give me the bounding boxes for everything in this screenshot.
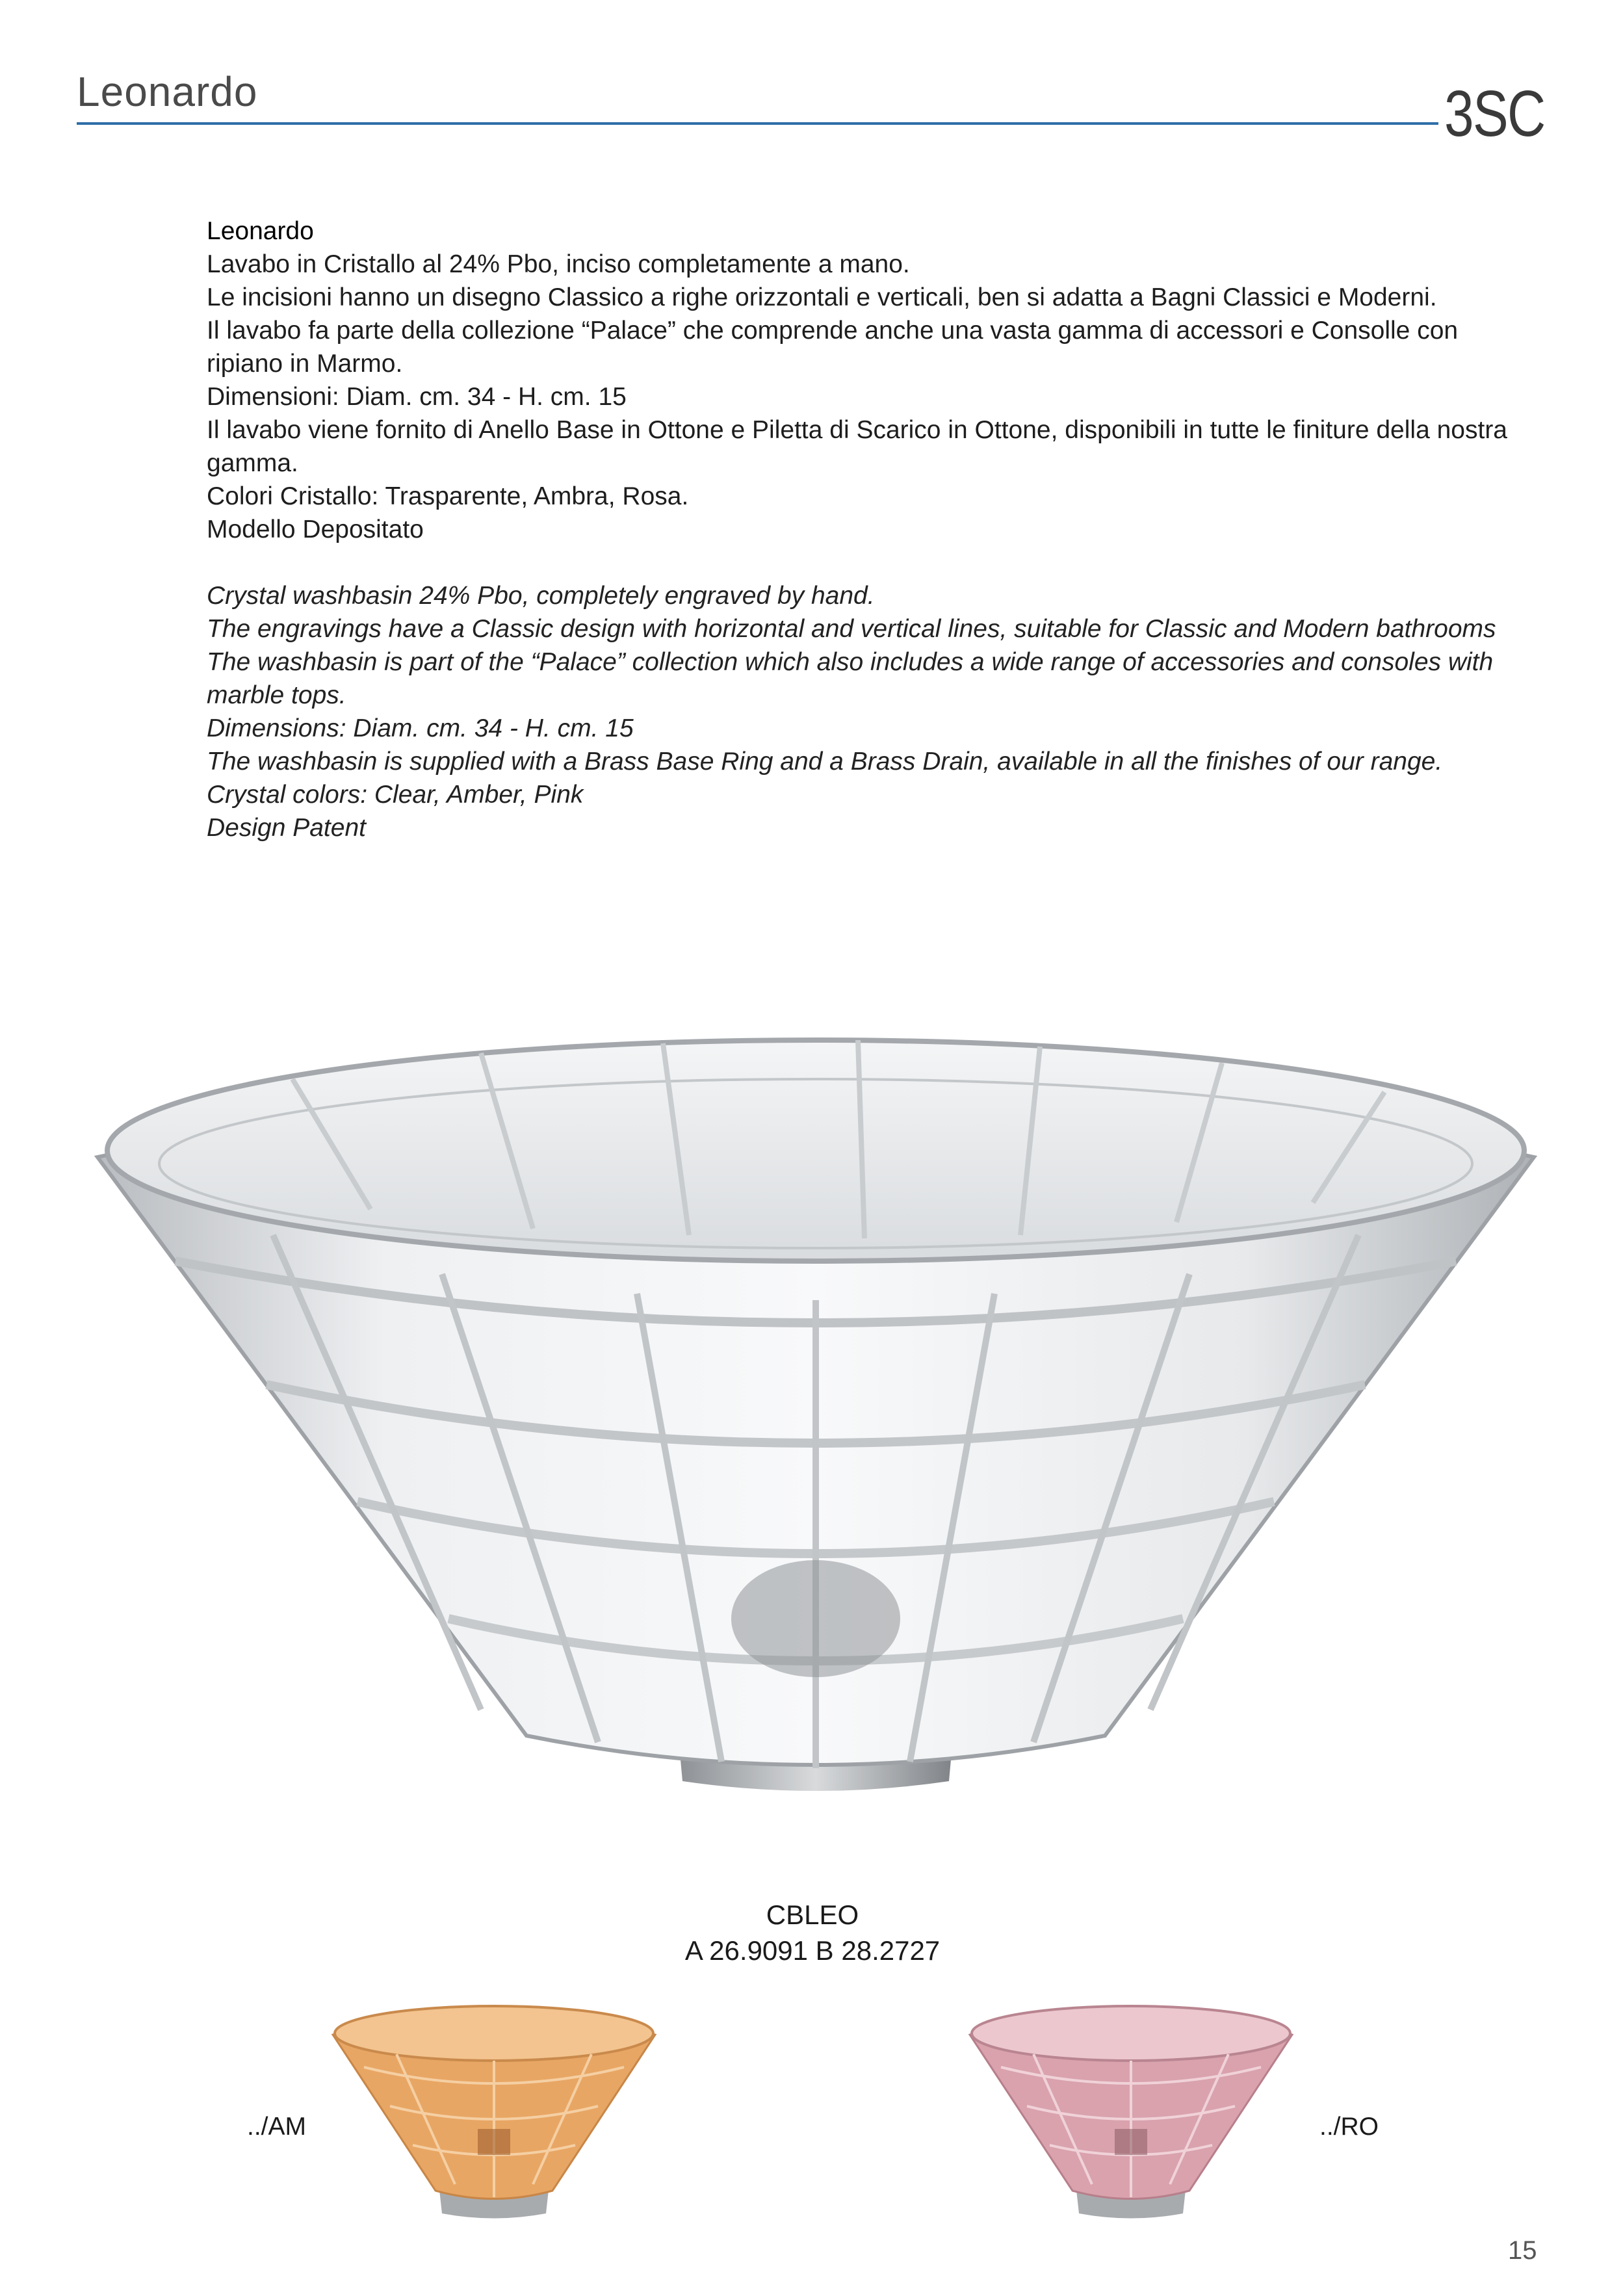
description-en-line: The engravings have a Classic design with horizontal and vertical lines, suitable for Classic and Modern bathrooms	[207, 615, 1496, 643]
pink-washbasin-photo	[962, 1989, 1300, 2223]
description-en-line: Design Patent	[207, 814, 366, 842]
header-divider	[77, 122, 1438, 125]
page-number: 15	[1508, 2236, 1537, 2265]
description-it-line: Colori Cristallo: Trasparente, Ambra, Rosa.	[207, 482, 689, 510]
product-code: CBLEO	[766, 1899, 859, 1930]
page-title: Leonardo	[77, 68, 258, 115]
description-en-line: Crystal washbasin 24% Pbo, completely engraved by hand.	[207, 582, 875, 610]
description-it-line: Modello Depositato	[207, 515, 424, 543]
description-it-line: Il lavabo fa parte della collezione “Palace” che comprende anche una vasta gamma di accessori e Consolle con ripiano in Marmo.	[207, 317, 1459, 378]
amber-washbasin-photo	[325, 1989, 663, 2223]
product-description	[207, 215, 1520, 844]
variant-label-pink: ../RO	[1319, 2113, 1379, 2141]
brand-logo: 3SC	[1444, 77, 1545, 150]
description-it-line: Il lavabo viene fornito di Anello Base in Ottone e Piletta di Scarico in Ottone, disponibili in tutte le finiture della nostra gamma.	[207, 416, 1507, 477]
description-en-line: Crystal colors: Clear, Amber, Pink	[207, 781, 584, 809]
clear-washbasin-photo	[78, 1021, 1560, 1944]
description-it-line: Lavabo in Cristallo al 24% Pbo, inciso completamente a mano.	[207, 250, 910, 278]
description-en-line: The washbasin is supplied with a Brass Base Ring and a Brass Drain, available in all the finishes of our range.	[207, 748, 1443, 776]
description-en-line: Dimensions: Diam. cm. 34 - H. cm. 15	[207, 714, 634, 742]
variant-label-amber: ../AM	[247, 2113, 307, 2141]
description-it-line: Le incisioni hanno un disegno Classico a righe orizzontali e verticali, ben si adatta a Bagni Classici e Moderni.	[207, 283, 1437, 311]
description-en-line: The washbasin is part of the “Palace” collection which also includes a wide range of accessories and consoles with marble tops.	[207, 648, 1494, 709]
product-prices: A 26.9091 B 28.2727	[684, 1935, 941, 1966]
product-code-block	[585, 1897, 1040, 1968]
description-it-line: Dimensioni: Diam. cm. 34 - H. cm. 15	[207, 383, 627, 411]
product-name: Leonardo	[207, 217, 314, 245]
paragraph-gap	[207, 546, 1520, 579]
